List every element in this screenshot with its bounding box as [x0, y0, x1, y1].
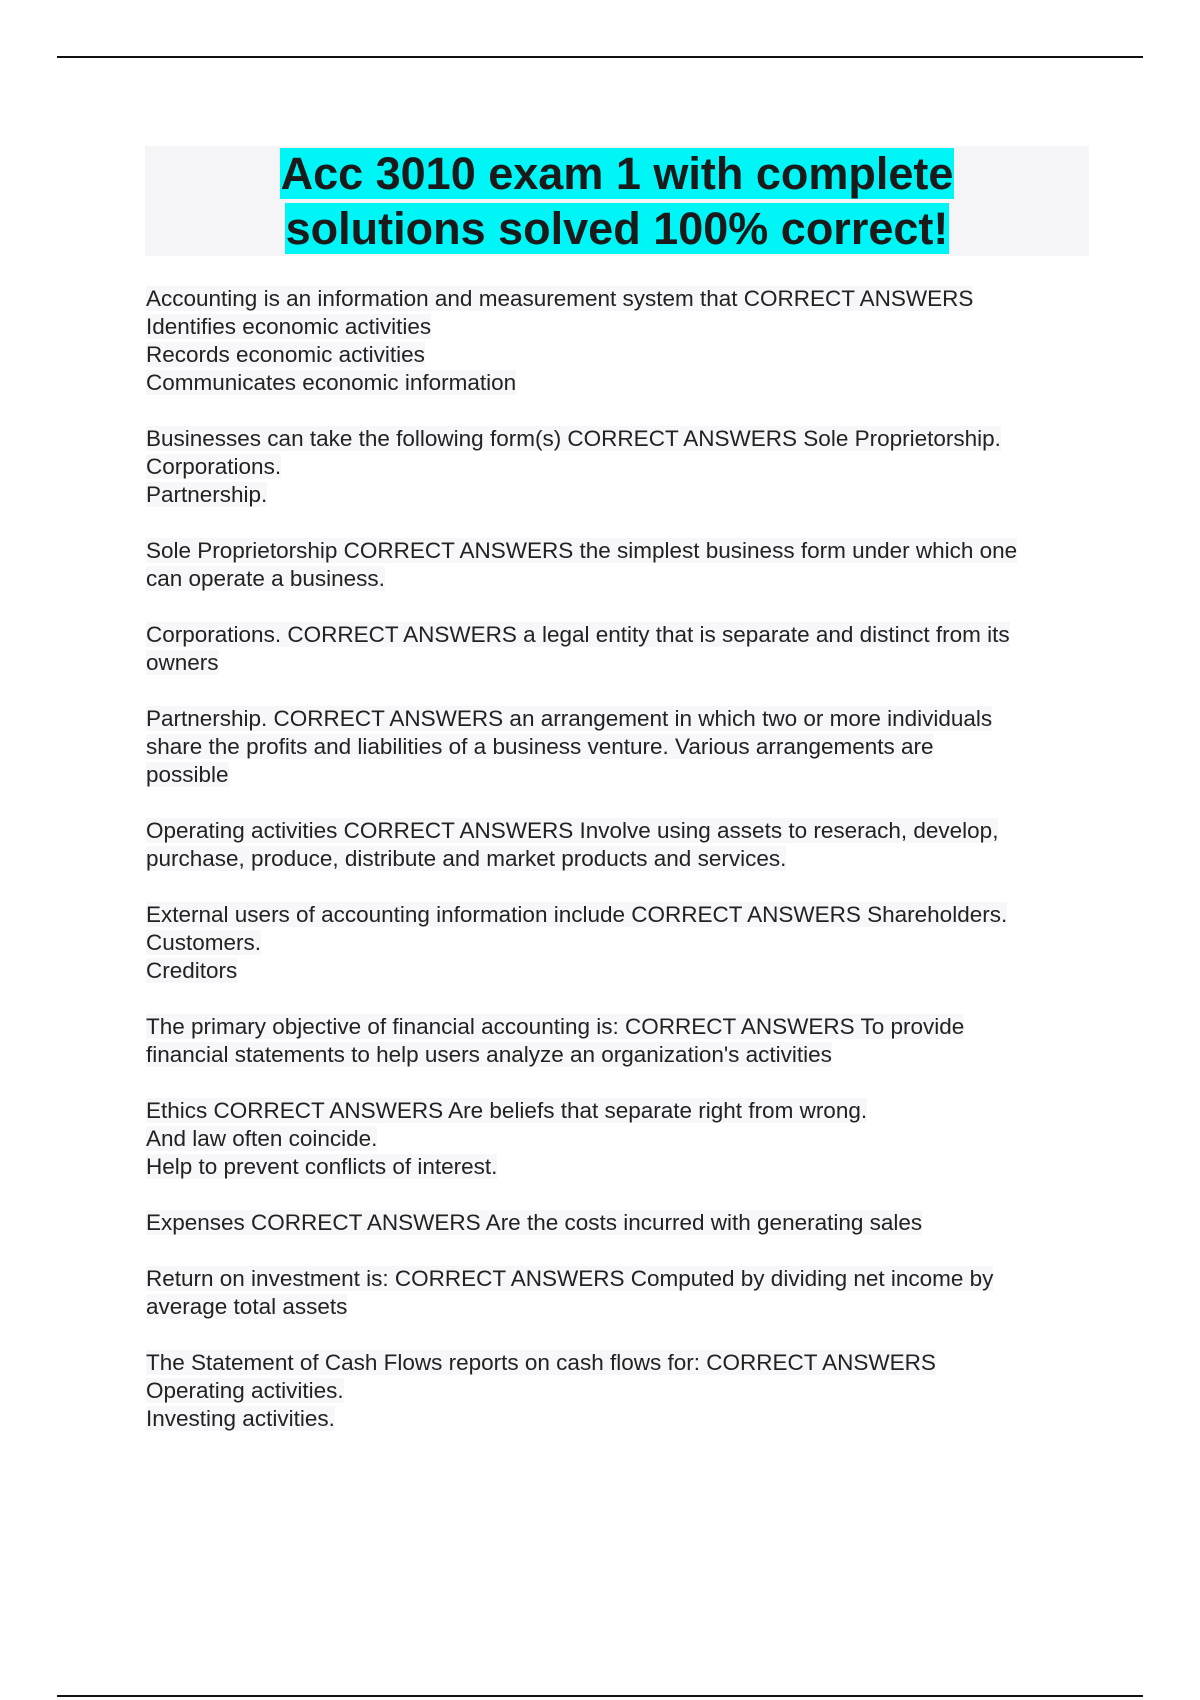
title-line-2: solutions solved 100% correct!	[285, 203, 949, 254]
qa-line	[146, 817, 1106, 845]
qa-line	[146, 957, 1106, 985]
qa-entry	[146, 425, 1106, 509]
qa-entry	[146, 621, 1106, 677]
title-line-1: Acc 3010 exam 1 with complete	[280, 148, 954, 199]
qa-line-text: The primary objective of financial accounting is: CORRECT ANSWERS To provide	[146, 1014, 965, 1039]
qa-line-text: Corporations. CORRECT ANSWERS a legal entity that is separate and distinct from its	[146, 622, 1010, 647]
qa-line-text: Partnership. CORRECT ANSWERS an arrangement in which two or more individuals	[146, 706, 993, 731]
qa-line-text: Investing activities.	[146, 1406, 335, 1431]
qa-line-text: External users of accounting information include CORRECT ANSWERS Shareholders.	[146, 902, 1008, 927]
qa-line-text: Expenses CORRECT ANSWERS Are the costs incurred with generating sales	[146, 1210, 923, 1235]
qa-line-text: Creditors	[146, 958, 238, 983]
qa-line	[146, 1125, 1106, 1153]
qa-entry	[146, 1209, 1106, 1237]
qa-line	[146, 1293, 1106, 1321]
qa-line-text: And law often coincide.	[146, 1126, 378, 1151]
title-block	[145, 146, 1089, 256]
qa-line	[146, 733, 1106, 761]
qa-line-text: financial statements to help users analyze an organization's activities	[146, 1042, 832, 1067]
qa-line	[146, 845, 1106, 873]
qa-line	[146, 761, 1106, 789]
qa-line	[146, 1013, 1106, 1041]
qa-line-text: Sole Proprietorship CORRECT ANSWERS the simplest business form under which one	[146, 538, 1018, 563]
qa-line	[146, 1349, 1106, 1377]
qa-entry	[146, 1097, 1106, 1181]
qa-line-text: Return on investment is: CORRECT ANSWERS Computed by dividing net income by	[146, 1266, 994, 1291]
qa-line	[146, 537, 1106, 565]
qa-line-text: Help to prevent conflicts of interest.	[146, 1154, 498, 1179]
qa-entry	[146, 1265, 1106, 1321]
qa-line-text: owners	[146, 650, 219, 675]
bottom-rule	[57, 1695, 1143, 1697]
qa-line	[146, 1097, 1106, 1125]
qa-list	[146, 285, 1106, 1461]
qa-line	[146, 901, 1106, 929]
qa-line-text: Records economic activities	[146, 342, 425, 367]
qa-line	[146, 1209, 1106, 1237]
top-rule	[57, 56, 1143, 58]
qa-line	[146, 649, 1106, 677]
qa-line	[146, 1153, 1106, 1181]
qa-line	[146, 285, 1106, 313]
qa-line-text: Identifies economic activities	[146, 314, 432, 339]
qa-line	[146, 1405, 1106, 1433]
qa-line	[146, 453, 1106, 481]
qa-line	[146, 565, 1106, 593]
document-title	[145, 146, 1089, 256]
qa-entry	[146, 1013, 1106, 1069]
qa-line	[146, 313, 1106, 341]
qa-line-text: share the profits and liabilities of a business venture. Various arrangements are	[146, 734, 934, 759]
qa-line	[146, 705, 1106, 733]
qa-line	[146, 1265, 1106, 1293]
qa-line-text: purchase, produce, distribute and market products and services.	[146, 846, 787, 871]
qa-entry	[146, 817, 1106, 873]
qa-line-text: The Statement of Cash Flows reports on cash flows for: CORRECT ANSWERS	[146, 1350, 936, 1375]
qa-line-text: Ethics CORRECT ANSWERS Are beliefs that separate right from wrong.	[146, 1098, 868, 1123]
qa-line	[146, 929, 1106, 957]
qa-line-text: Customers.	[146, 930, 262, 955]
qa-line	[146, 1041, 1106, 1069]
qa-line-text: Corporations.	[146, 454, 282, 479]
qa-entry	[146, 285, 1106, 397]
qa-line-text: Operating activities CORRECT ANSWERS Involve using assets to reserach, develop,	[146, 818, 999, 843]
qa-line	[146, 621, 1106, 649]
qa-line-text: Partnership.	[146, 482, 268, 507]
qa-line-text: Accounting is an information and measurement system that CORRECT ANSWERS	[146, 286, 974, 311]
qa-line	[146, 481, 1106, 509]
qa-line-text: can operate a business.	[146, 566, 385, 591]
qa-entry	[146, 901, 1106, 985]
qa-line-text: Communicates economic information	[146, 370, 517, 395]
qa-line	[146, 1377, 1106, 1405]
qa-line-text: average total assets	[146, 1294, 348, 1319]
qa-line	[146, 369, 1106, 397]
qa-line-text: Businesses can take the following form(s) CORRECT ANSWERS Sole Proprietorship.	[146, 426, 1001, 451]
qa-entry	[146, 537, 1106, 593]
qa-entry	[146, 705, 1106, 789]
qa-line	[146, 425, 1106, 453]
qa-entry	[146, 1349, 1106, 1433]
qa-line-text: Operating activities.	[146, 1378, 344, 1403]
qa-line-text: possible	[146, 762, 229, 787]
qa-line	[146, 341, 1106, 369]
